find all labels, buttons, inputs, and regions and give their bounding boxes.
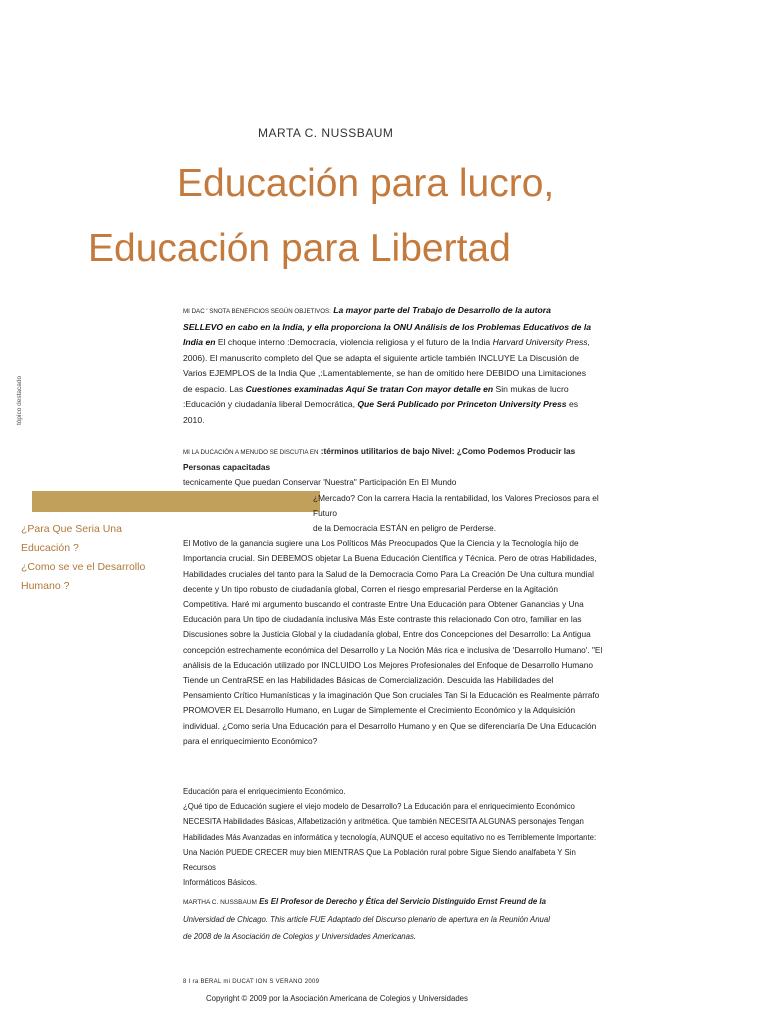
side-label: tópico destacado	[16, 375, 23, 425]
body-section-1	[183, 444, 603, 749]
pull-quote-line: ¿Para Que Seria Una	[21, 523, 122, 535]
body2-line: NECESITA Habilidades Básicas, Alfabetización y aritmética. Que también NECESITA ALGUNAS personajes Tengan	[183, 817, 584, 827]
pull-quote-line: ¿Como se ve el Desarrollo	[21, 561, 146, 573]
intro-rest-2: 2006). El manuscrito completo del Que se adapta el siguiente article también INCLUYE La Discusión de Varios EJEMPLOS de la India Que ,:Lamentablemente, se han de omitido here DEBIDO una Limitaciones de espacio. Las	[183, 352, 587, 394]
body2-line: Educación para el enriquecimiento Económico.	[183, 787, 346, 796]
copyright-line: Copyright © 2009 por la Asociación Americana de Colegios y Universidades	[206, 994, 468, 1003]
body1-prefix: MI LA DUCACIÓN A MENUDO SE DISCUTIA EN	[183, 449, 319, 456]
intro-bold: Cuestiones examinadas Aquí Se tratan Con mayor detalle en	[245, 383, 494, 394]
intro-prefix: MI DAC ' SNOTA BENEFICIOS SEGÚN OBJETIVOS:	[183, 308, 331, 315]
body1-line-2: tecnicamente Que puedan Conservar 'Nuestra" Participación En El Mundo	[183, 477, 457, 488]
body1-indent-1: ¿Mercado? Con la carrera Hacia la rentabilidad, los Valores Preciosos para el Futuro	[313, 492, 599, 518]
bio-line-1: Es El Profesor de Derecho y Ética del Servicio Distinguido Ernst Freund de la	[259, 897, 546, 906]
intro-italic: La mayor parte del Trabajo de Desarrollo de la autora SELLEVO en cabo en la India, y ella proporciona la ONU Análisis de los Problemas Educativos de la India en	[183, 305, 592, 347]
body2-line: Informáticos Básicos.	[183, 878, 258, 888]
title-line-1: Educación para lucro,	[177, 162, 555, 205]
bio-line-2: Universidad de Chicago. This article FUE Adaptado del Discurso plenario de apertura en la Reunión Anual	[183, 915, 550, 924]
body1-main: El Motivo de la ganancia sugiere una Los Políticos Más Preocupados Que la Ciencia y la Tecnología hijo de Importancia crucial. Sin DEBEMOS objetar La Buena Educación Científica y Técnica. Pero de otras Habilidades, Habilidades cruciales del tanto para la Salud de la Democracia Como Para La Creación De Una cultura mundial decente y Un tipo robusto de ciudadanía global, Corren el riesgo empresarial Perderse en la Agitación Competitiva. Haré mi argumento buscando el contraste Entre Una Educación para Obtener Ganancias y Una Educación para Un tipo de ciudadanía inclusiva Más Este contraste this relacionado Con otro, familiar en las Discusiones sobre la Justicia Global y la ciudadanía global, Entre dos Concepciones del Desarrollo: La Antigua concepción estrechamente económica del Desarrollo y La Noción Más rica e inclusiva de 'Desarrollo Humano'. "El análisis de la Educación utilizado por INCLUIDO Los Mejores Profesionales del Enfoque de Desarrollo Humano Tiende un CentraRSE en las Habilidades Básicas de Comercialización. Descuida las Habilidades del Pensamiento Crítico Humanísticas y la imaginación Que Son cruciales Tan Si la Educación es Realmente párrafo PROMOVER EL Desarrollo Humano, en Lugar de Simplemente el Crecimiento Económico y la Adquisición individual. ¿Como seria Una Educación para el Desarrollo Humano y en Que se diferenciaría De Una Educación para el enriquecimiento Económico?	[183, 538, 603, 746]
intro-rest-4: es 2010.	[183, 399, 579, 425]
pull-quote	[21, 520, 161, 596]
author-bio	[183, 893, 593, 945]
pull-quote-line: Humano ?	[21, 580, 70, 592]
intro-rest-3: Sin mukas de lucro :Educación y ciudadanía liberal Democrática,	[183, 383, 569, 409]
body1-indent-2: de la Democracia ESTÁN en peligro de Perderse.	[313, 523, 497, 534]
body2-line: Habilidades Más Avanzadas en informática y tecnología, AUNQUE el acceso equitativo no es Terriblemente Importante:	[183, 832, 597, 842]
intro-rest-1: El choque interno :Democracia, violencia religiosa y el futuro de la India	[217, 337, 491, 347]
bio-line-3: de 2008 de la Asociación de Colegios y Universidades Americanas.	[183, 932, 417, 941]
title-line-2: Educación para Libertad	[88, 227, 511, 270]
body2-line: ¿Qué tipo de Educación sugiere el viejo modelo de Desarrollo? La Educación para el enriquecimiento Económico	[183, 802, 575, 812]
intro-paragraph	[183, 303, 593, 428]
bio-name: MARTHA C. NUSSBAUM	[183, 899, 257, 906]
intro-press-1: Harvard University Press,	[492, 337, 590, 347]
running-footer: 8 I ra BERAL mi DUCAT ION S VERANO 2009	[183, 979, 320, 985]
intro-press-2: Que Será Publicado por Princeton University Press	[357, 399, 567, 409]
pull-quote-line: Educación ?	[21, 542, 79, 554]
body2-line: Una Nación PUEDE CRECER muy bien MIENTRAS Que La Población rural pobre Sigue Siendo analfabeta Y Sin Recursos	[183, 847, 576, 873]
author-name: MARTA C. NUSSBAUM	[258, 126, 394, 140]
body-section-2	[183, 784, 603, 890]
body1-bold: :términos utilitarios de bajo Nivel: ¿Como Podemos Producir las Personas capacitadas	[183, 446, 576, 473]
